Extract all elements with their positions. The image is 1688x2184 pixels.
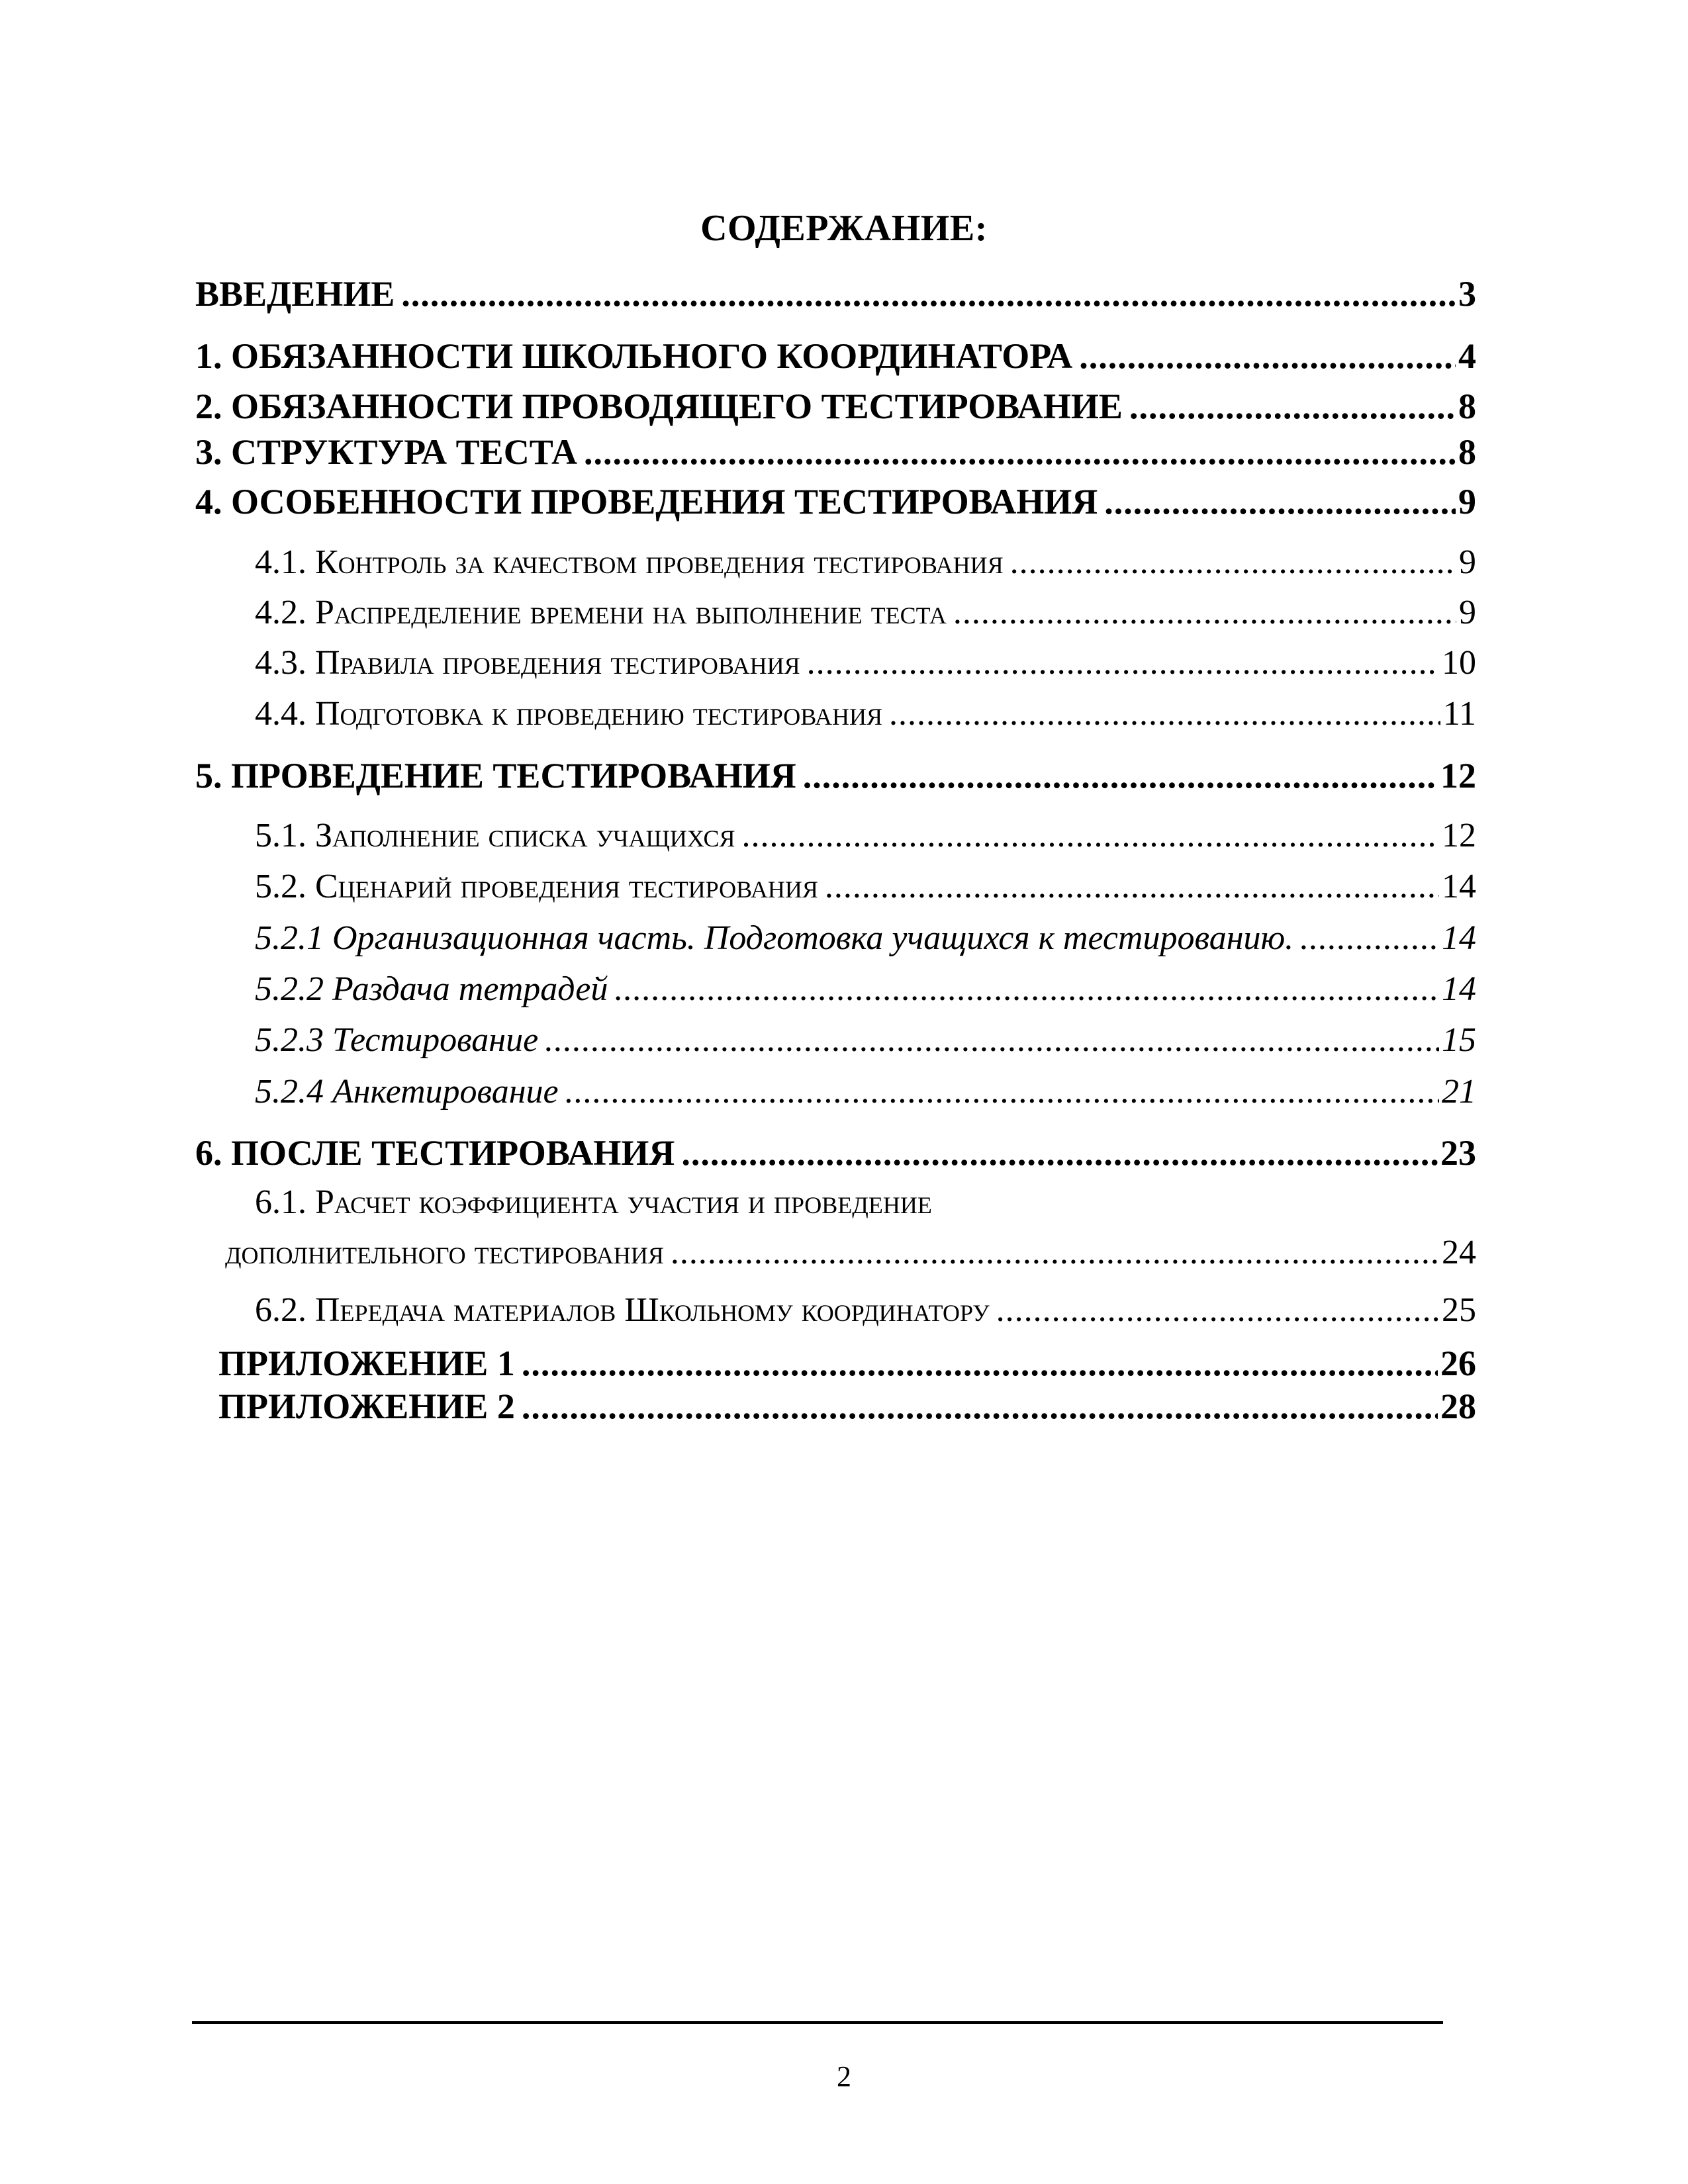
toc-entry-page: 23	[1440, 1133, 1476, 1173]
toc-entry-label: 5. ПРОВЕДЕНИЕ ТЕСТИРОВАНИЯ	[195, 756, 796, 796]
toc-entry-chapter-5[interactable]	[195, 754, 1476, 797]
toc-entry-chapter-3[interactable]	[195, 431, 1476, 473]
toc-entry-page: 25	[1442, 1291, 1476, 1329]
toc-entry-page: 14	[1442, 919, 1476, 957]
dot-leader	[996, 1289, 1439, 1332]
toc-entry-page: 3	[1458, 274, 1476, 314]
toc-entry-chapter-1[interactable]	[195, 335, 1476, 377]
toc-entry-label: 2. ОБЯЗАННОСТИ ПРОВОДЯЩЕГО ТЕСТИРОВАНИЕ	[195, 387, 1123, 426]
toc-entry-label: ПРИЛОЖЕНИЕ 1	[218, 1343, 515, 1383]
dot-leader	[742, 815, 1439, 857]
dot-leader	[953, 592, 1456, 634]
toc-entry-label: 5.2.3 Тестирование	[255, 1021, 539, 1059]
toc-entry-page: 8	[1458, 432, 1476, 472]
toc-entry-label: 5.1. Заполнение списка учащихся	[255, 817, 735, 854]
dot-leader	[803, 754, 1438, 797]
toc-entry-label: 4.1. Контроль за качеством проведения тестирования	[255, 543, 1004, 581]
toc-entry-label: 6. ПОСЛЕ ТЕСТИРОВАНИЯ	[195, 1133, 675, 1173]
dot-leader	[522, 1385, 1438, 1428]
toc-entry-page: 4	[1458, 336, 1476, 376]
dot-leader	[889, 693, 1440, 735]
toc-entry-section-4-1[interactable]	[255, 541, 1476, 584]
dot-leader	[584, 431, 1456, 473]
toc-entry-section-6-2[interactable]	[255, 1289, 1476, 1332]
toc-entry-page: 12	[1440, 756, 1476, 796]
toc-entry-label: ПРИЛОЖЕНИЕ 2	[218, 1387, 515, 1426]
toc-entry-chapter-6[interactable]	[195, 1132, 1476, 1174]
toc-entry-page: 9	[1459, 543, 1476, 581]
toc-entry-label: дополнительного тестирования	[225, 1234, 664, 1271]
toc-entry-section-5-2[interactable]	[255, 866, 1476, 908]
toc-entry-page: 12	[1442, 817, 1476, 854]
toc-entry-appendix-2[interactable]	[218, 1385, 1476, 1428]
toc-entry-page: 9	[1458, 482, 1476, 522]
dot-leader	[545, 1019, 1439, 1062]
toc-entry-section-5-1[interactable]	[255, 815, 1476, 857]
dot-leader	[401, 273, 1456, 315]
toc-entry-label: 4.3. Правила проведения тестирования	[255, 644, 800, 682]
toc-entry-section-4-4[interactable]	[255, 693, 1476, 735]
toc-entry-label: 4. ОСОБЕННОСТИ ПРОВЕДЕНИЯ ТЕСТИРОВАНИЯ	[195, 482, 1098, 522]
page-number: 2	[837, 2060, 851, 2093]
toc-entry-subsection-5-2-2[interactable]	[255, 968, 1476, 1011]
dot-leader	[1010, 541, 1456, 584]
toc-entry-page: 14	[1442, 970, 1476, 1008]
toc-entry-page: 11	[1442, 695, 1476, 733]
toc-entry-label: 5.2.2 Раздача тетрадей	[255, 970, 608, 1008]
toc-entry-label: 5.2.4 Анкетирование	[255, 1073, 559, 1111]
toc-entry-page: 10	[1442, 644, 1476, 682]
dot-leader	[807, 642, 1439, 684]
toc-entry-chapter-4[interactable]	[195, 480, 1476, 523]
toc-entry-label: 1. ОБЯЗАННОСТИ ШКОЛЬНОГО КООРДИНАТОРА	[195, 336, 1073, 376]
dot-leader	[1079, 335, 1456, 377]
toc-entry-page: 14	[1442, 868, 1476, 905]
dot-leader	[522, 1342, 1438, 1385]
toc-entry-label: 6.2. Передача материалов Школьному координатору	[255, 1291, 990, 1329]
dot-leader	[825, 866, 1439, 908]
toc-entry-page: 26	[1440, 1343, 1476, 1383]
toc-entry-page: 21	[1442, 1073, 1476, 1111]
toc-entry-section-6-1[interactable]	[225, 1232, 1476, 1274]
toc-entry-introduction[interactable]	[195, 273, 1476, 315]
toc-entry-label: 3. СТРУКТУРА ТЕСТА	[195, 432, 578, 472]
dot-leader	[614, 968, 1439, 1011]
toc-entry-subsection-5-2-3[interactable]	[255, 1019, 1476, 1062]
footer-divider	[192, 2021, 1443, 2024]
toc-entry-section-4-2[interactable]	[255, 592, 1476, 634]
dot-leader	[1104, 480, 1456, 523]
toc-entry-page: 15	[1442, 1021, 1476, 1059]
dot-leader	[565, 1071, 1439, 1113]
toc-entry-label: 5.2.1 Организационная часть. Подготовка учащихся к тестированию.	[255, 919, 1294, 957]
toc-entry-label: 4.2. Распределение времени на выполнение теста	[255, 594, 947, 631]
dot-leader	[671, 1232, 1439, 1274]
toc-entry-page: 24	[1442, 1234, 1476, 1271]
toc-entry-appendix-1[interactable]	[218, 1342, 1476, 1385]
page-title: СОДЕРЖАНИЕ:	[700, 208, 988, 249]
toc-entry-section-6-1-line1[interactable]: 6.1. Расчет коэффициента участия и проведение	[255, 1183, 932, 1221]
dot-leader	[681, 1132, 1438, 1174]
toc-entry-label: 4.4. Подготовка к проведению тестирования	[255, 695, 882, 733]
toc-entry-section-4-3[interactable]	[255, 642, 1476, 684]
toc-entry-label: ВВЕДЕНИЕ	[195, 274, 395, 314]
toc-entry-page: 8	[1458, 387, 1476, 426]
toc-entry-page: 28	[1440, 1387, 1476, 1426]
toc-entry-label: 5.2. Сценарий проведения тестирования	[255, 868, 818, 905]
toc-entry-page: 9	[1459, 594, 1476, 631]
dot-leader	[1129, 385, 1456, 428]
toc-entry-subsection-5-2-1[interactable]	[255, 917, 1476, 960]
dot-leader	[1300, 917, 1439, 960]
toc-entry-chapter-2[interactable]	[195, 385, 1476, 428]
toc-entry-subsection-5-2-4[interactable]	[255, 1071, 1476, 1113]
